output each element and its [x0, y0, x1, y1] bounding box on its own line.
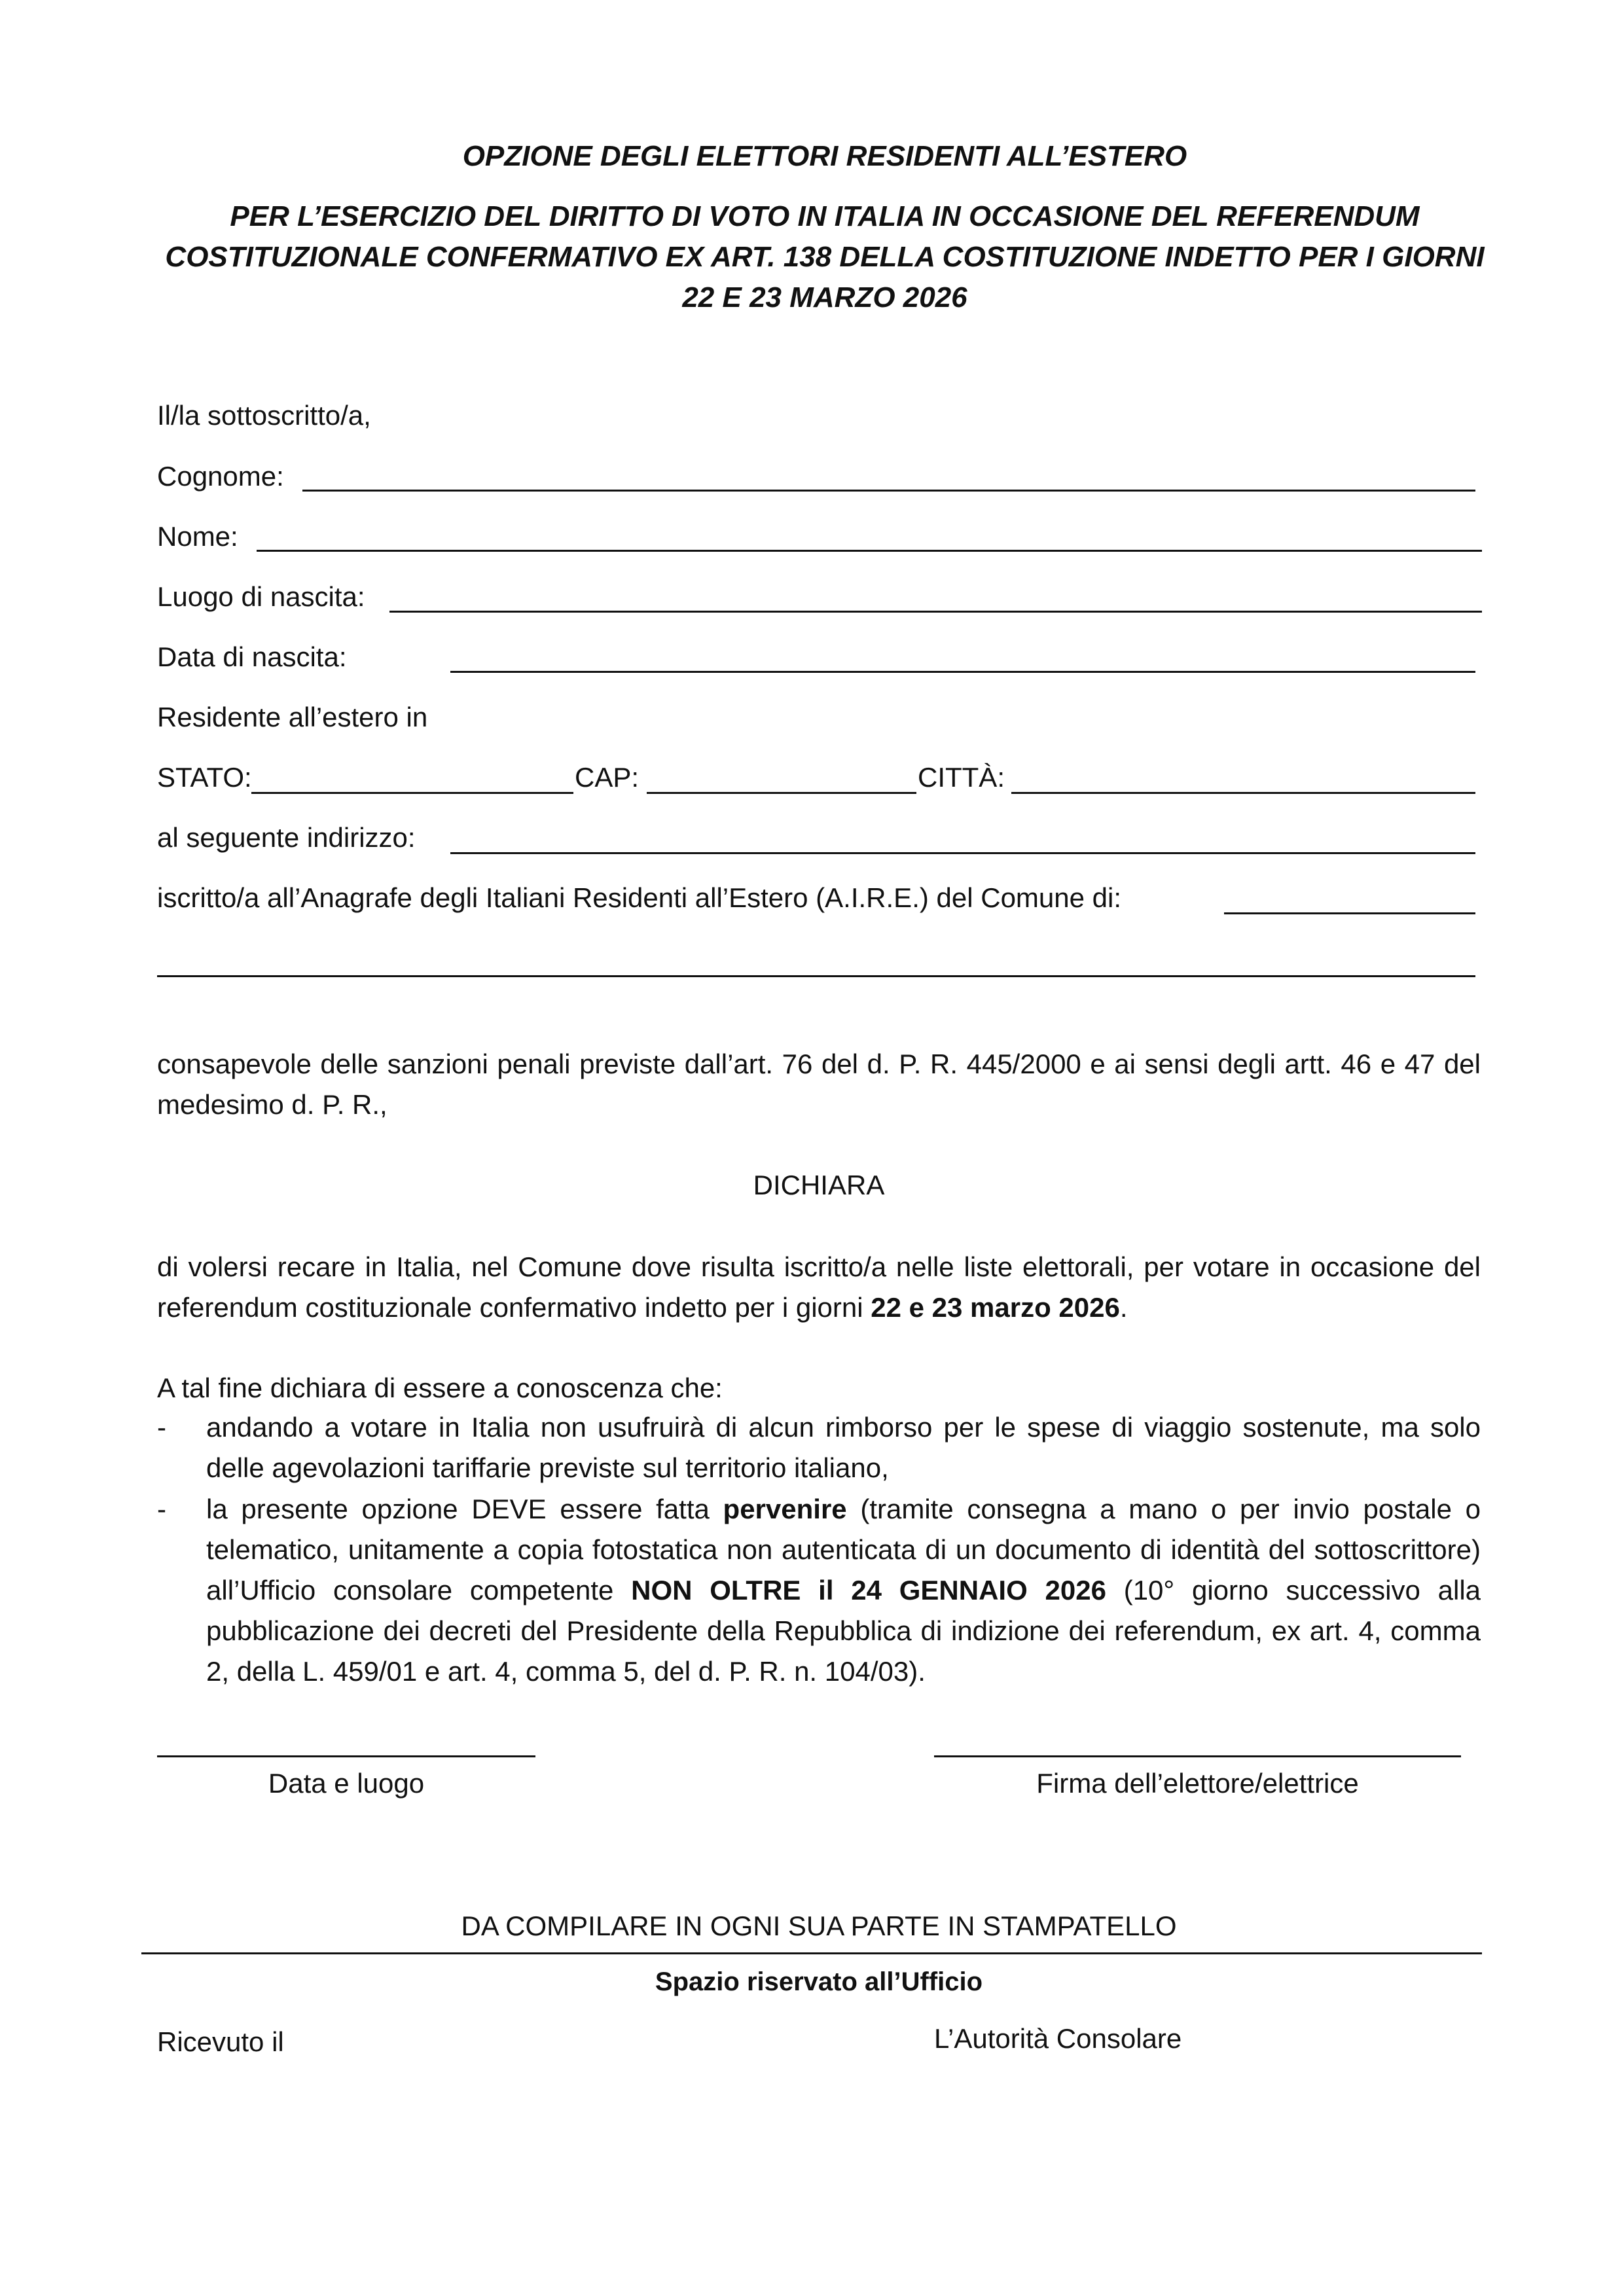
luogo-nascita-field[interactable]: [389, 611, 1482, 613]
data-luogo-field[interactable]: [157, 1755, 535, 1757]
bullet2-pervenire: pervenire: [723, 1494, 847, 1524]
volersi-dates: 22 e 23 marzo 2026: [871, 1292, 1120, 1323]
cognome-field[interactable]: [302, 490, 1475, 492]
cap-field[interactable]: [647, 792, 916, 794]
dichiara-heading: DICHIARA: [753, 1170, 885, 1200]
office-section-title: Spazio riservato all’Ufficio: [655, 1967, 983, 1996]
indirizzo-label: al seguente indirizzo:: [157, 822, 416, 853]
citta-label: CITTÀ:: [918, 762, 1005, 793]
tal-fine-text: A tal fine dichiara di essere a conoscenza che:: [157, 1372, 723, 1403]
aire-comune-field-continued[interactable]: [157, 975, 1475, 977]
bullet2-part-b: (tramite consegna a mano o per invio postale o telematico, unitamente a copia fotostatica non autenticata di un documento di identità del sottoscrittore) all’Ufficio consolare competente: [206, 1494, 1481, 1605]
nome-field[interactable]: [257, 550, 1482, 552]
bullet2-part-c: (10° giorno successivo alla pubblicazione dei decreti del Presidente della Repubblica di indizione dei referendum, ex art. 4, comma 2, della L. 459/01 e art. 4, comma 5, del d. P. R. n. 104/03).: [206, 1575, 1481, 1687]
cognome-label: Cognome:: [157, 461, 284, 492]
stato-label: STATO:: [157, 762, 252, 793]
volersi-text: di volersi recare in Italia, nel Comune dove risulta iscritto/a nelle liste elettorali, per votare in occasione del referendum costituzionale confermativo indetto per i giorni: [157, 1251, 1481, 1323]
firma-label: Firma dell’elettore/elettrice: [1036, 1768, 1359, 1799]
bullet2-part-a: la presente opzione DEVE essere fatta: [206, 1494, 723, 1524]
autorita-label: L’Autorità Consolare: [934, 2023, 1182, 2054]
indirizzo-field[interactable]: [450, 852, 1475, 854]
nome-label: Nome:: [157, 521, 238, 552]
volersi-end: .: [1119, 1292, 1128, 1323]
bullet-text-1: andando a votare in Italia non usufruirà di alcun rimborso per le spese di viaggio sostenute, ma solo delle agevolazioni tariffarie previste sul territorio italiano,: [206, 1412, 1481, 1483]
luogo-nascita-label: Luogo di nascita:: [157, 581, 365, 612]
bullet-marker: -: [157, 1494, 166, 1524]
bullet-text-2: [206, 1489, 1481, 1692]
stato-field[interactable]: [251, 792, 573, 794]
residente-label: Residente all’estero in: [157, 702, 428, 732]
intro-text: Il/la sottoscritto/a,: [157, 400, 371, 431]
aire-label: iscritto/a all’Anagrafe degli Italiani Residenti all’Estero (A.I.R.E.) del Comune di:: [157, 882, 1122, 913]
bullet2-deadline: NON OLTRE il 24 GENNAIO 2026: [631, 1575, 1106, 1605]
stampatello-note: DA COMPILARE IN OGNI SUA PARTE IN STAMPATELLO: [461, 1910, 1177, 1941]
cap-label: CAP:: [575, 762, 640, 793]
document-subtitle: PER L’ESERCIZIO DEL DIRITTO DI VOTO IN ITALIA IN OCCASIONE DEL REFERENDUM COSTITUZIONALE CONFERMATIVO EX ART. 138 DELLA COSTITUZIONE INDETTO PER I GIORNI 22 E 23 MARZO 2026: [165, 200, 1485, 314]
document-title: OPZIONE DEGLI ELETTORI RESIDENTI ALL’ESTERO: [462, 140, 1187, 172]
data-nascita-label: Data di nascita:: [157, 641, 347, 672]
firma-field[interactable]: [934, 1755, 1461, 1757]
consapevole-paragraph: consapevole delle sanzioni penali previste dall’art. 76 del d. P. R. 445/2000 e ai sensi degli artt. 46 e 47 del medesimo d. P. R.,: [157, 1049, 1481, 1120]
aire-comune-field[interactable]: [1224, 912, 1475, 914]
data-luogo-label: Data e luogo: [268, 1768, 425, 1799]
volersi-paragraph: [157, 1247, 1481, 1328]
citta-field[interactable]: [1011, 792, 1475, 794]
data-nascita-field[interactable]: [450, 671, 1475, 673]
ricevuto-label: Ricevuto il: [157, 2026, 284, 2057]
bullet-marker: -: [157, 1412, 166, 1443]
divider: [141, 1952, 1482, 1954]
